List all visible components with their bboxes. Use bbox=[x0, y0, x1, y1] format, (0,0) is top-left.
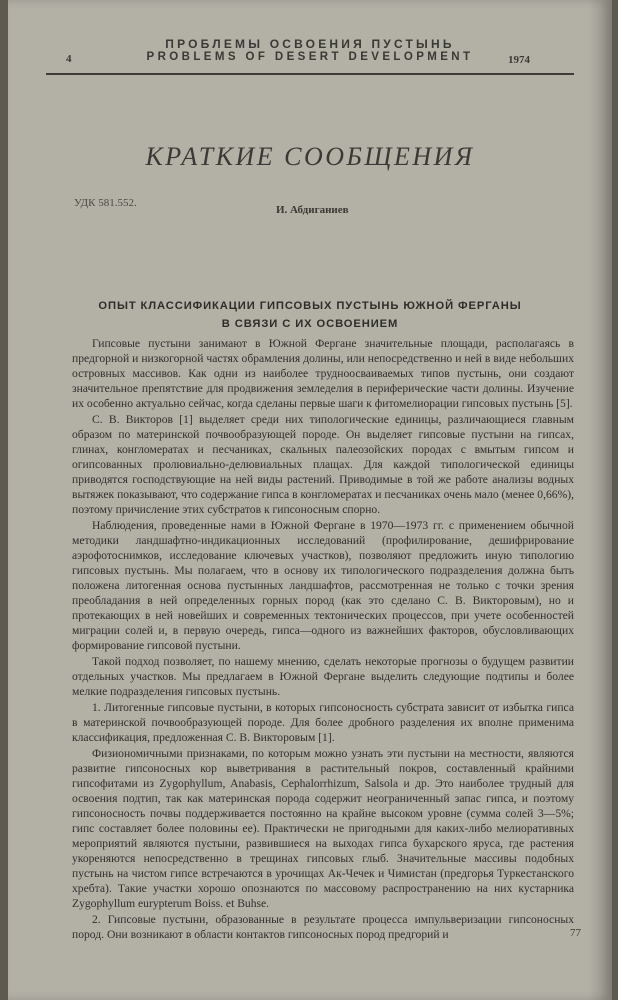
section-title: КРАТКИЕ СООБЩЕНИЯ bbox=[145, 142, 475, 171]
article-title-line-1: ОПЫТ КЛАССИФИКАЦИИ ГИПСОВЫХ ПУСТЫНЬ ЮЖНОЙ ФЕРГАНЫ bbox=[98, 300, 522, 312]
paragraph-7: 2. Гипсовые пустыни, образованные в результате процесса импульверизации гипсоносных пород. Они возникают в области контактов гипсоносных пород предгорий и bbox=[72, 913, 574, 941]
journal-title-ru: ПРОБЛЕМЫ ОСВОЕНИЯ ПУСТЫНЬ bbox=[165, 37, 455, 51]
article-title bbox=[48, 297, 572, 333]
paragraph-5: 1. Литогенные гипсовые пустыни, в которых гипсоносность субстрата зависит от избытка гипса в материнской почвообразующей породе. Для более дробного разделения их вполне применима классификация, предложенная С. В. Викторовым [1]. bbox=[72, 701, 574, 744]
header-rule bbox=[46, 73, 574, 75]
article-title-line-2: В СВЯЗИ С ИХ ОСВОЕНИЕМ bbox=[221, 318, 399, 330]
article-body bbox=[72, 336, 574, 943]
paragraph-4: Такой подход позволяет, по нашему мнению, сделать некоторые прогнозы о будущем развитии отдельных участков. Мы предлагаем в Южной Фергане выделить следующие подтипы и более мелкие подразделения гипсовых пустынь. bbox=[72, 655, 574, 698]
paragraph-6: Физиономичными признаками, по которым можно узнать эти пустыни на местности, являются развитие гипсоносных кор выветривания в растительный покров, составленный крайними гипсофитами из Zygophyllum, Anabasis, Cephalorrhizum, Salsola и др. Это наиболее трудный для освоения подтип, так как материнская порода содержит неограниченный запас гипса, и поэтому гипсоносность почвы поддерживается постоянно на крайне высоком уровне (сумма солей 3—5%; гипс составляет более половины ее). Практически не пригодными для каких-либо мелиоративных мероприятий являются пустыни, развившиеся на выходах гипса бухарского яруса, где растения укореняются непосредственно в трещинах гипсовых глыб. Значительные массивы подобных пустынь на чистом гипсе встречаются в урочищах Ак-Чечек и Чимистан (предгорья Туркестанского хребта). Такие участки хорошо опознаются по массовому распространению на них кустарника Zygophyllum eurypterum Boiss. et Buhse. bbox=[72, 747, 574, 910]
udk-code: УДК 581.552. bbox=[74, 197, 137, 209]
issue-year: 1974 bbox=[508, 54, 530, 66]
author-name: И. Абдиганиев bbox=[276, 204, 349, 216]
paragraph-3: Наблюдения, проведенные нами в Южной Фергане в 1970—1973 гг. с применением обычной методики ландшафтно-индикационных исследований (профилирование, дешифрирование аэрофотоснимков, исследование ключевых участков), позволяют предложить иную типологию гипсовых пустынь. Мы полагаем, что в основу их типологического подразделения должна быть положена литогенная основа пустынных ландшафтов, рассмотренная не только с точки зрения преобладания в ней определенных горных пород (как это сделано С. В. Викторовым), но и протекающих в ней новейших и современных тектонических процессов, при учете особенностей миграции солей и, в первую очередь, гипса—одного из важнейших факторов, обусловливающих формирование гипсовой пустыни. bbox=[72, 519, 574, 652]
document-page bbox=[8, 0, 612, 1000]
page-number: 77 bbox=[570, 927, 581, 939]
paragraph-2: С. В. Викторов [1] выделяет среди них типологические единицы, различающиеся главным образом по материнской почвообразующей породе. Он выделяет гипсовые пустыни на гипсах, глинах, конгломератах и песчаниках, скальных палеозойских породах с вмытым гипсом и огипсованных пролювиально-делювиальных плащах. Для каждой типологической единицы приводятся господствующие на ней виды растений. Приводимые в той же работе анализы водных вытяжек показывают, что содержание гипса в конгломератах и песчаниках очень мало (менее 0,66%), поэтому причисление этих субстратов к гипсоносным спорно. bbox=[72, 413, 574, 516]
journal-title-en: PROBLEMS OF DESERT DEVELOPMENT bbox=[146, 51, 474, 63]
issue-number: 4 bbox=[66, 53, 72, 65]
paragraph-1: Гипсовые пустыни занимают в Южной Фергане значительные площади, располагаясь в предгорной и низкогорной частях обрамления долины, или непосредственно и ней в виде небольших островных массивов. Как одни из наиболее трудноосваиваемых типов пустынь, они создают значительное препятствие для продвижения земледелия в периферические части долины. Изучение их особенно актуально сейчас, когда сделаны первые шаги к фитомелиорации гипсовых пустынь [5]. bbox=[72, 337, 574, 410]
page-edge-shadow bbox=[588, 0, 612, 1000]
